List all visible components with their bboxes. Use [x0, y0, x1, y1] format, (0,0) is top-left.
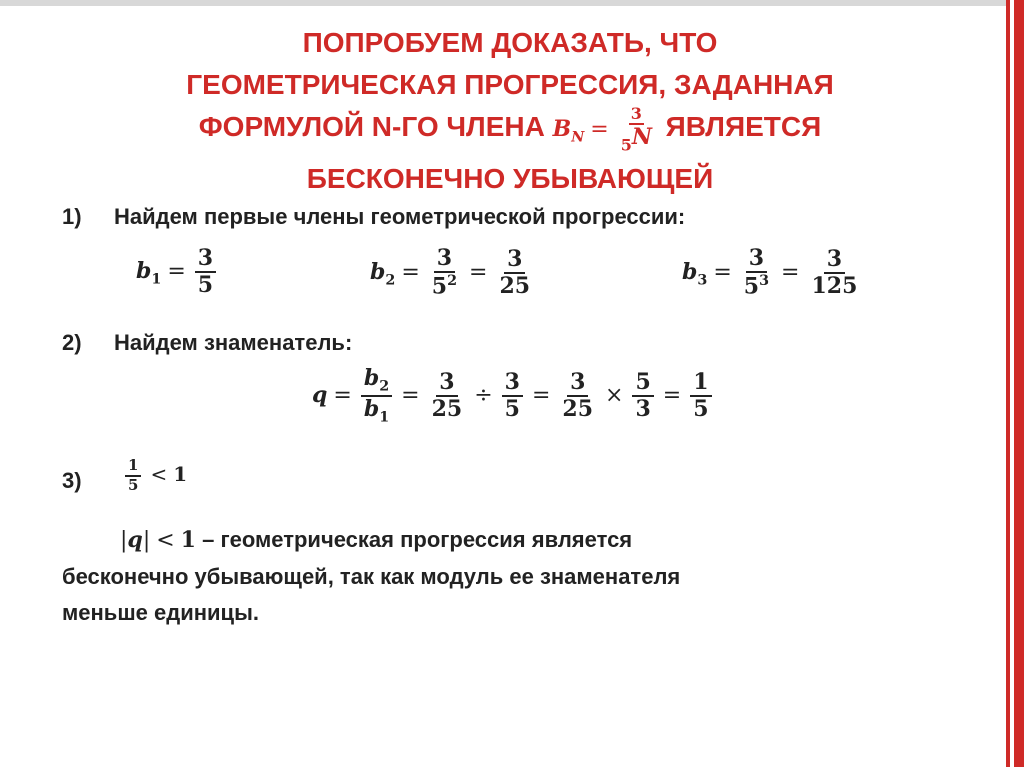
q-f3-num: 3 [502, 371, 523, 397]
q-f1-num-sub: 2 [379, 378, 390, 395]
q-times: × [605, 383, 624, 409]
q-f1-den [361, 397, 392, 425]
title-line-3 [40, 106, 980, 158]
conclusion-text-3: меньше единицы. [62, 600, 259, 625]
red-side-bar [1006, 0, 1024, 767]
formula-inequality [122, 458, 187, 494]
slide-title [40, 22, 980, 200]
b2-equals: = [401, 259, 420, 285]
b3-fraction-2 [808, 245, 860, 299]
step-1-text: Найдем первые члены геометрической прогрессии: [114, 204, 686, 229]
b3-den-1 [741, 273, 772, 298]
q-fraction-4 [559, 371, 596, 421]
b3-num-2: 3 [824, 248, 845, 274]
q-fraction-b2-b1 [361, 367, 392, 426]
title-line-3-suffix: ЯВЛЯЕТСЯ [665, 111, 822, 142]
b2-sub: 2 [385, 271, 396, 288]
title-line-1: ПОПРОБУЕМ ДОКАЗАТЬ, ЧТО [302, 27, 718, 58]
conclusion-one: 1 [180, 527, 196, 553]
b3-sub: 3 [697, 271, 708, 288]
b3-num-1: 3 [746, 247, 767, 273]
b3-fraction-1 [741, 247, 772, 299]
abs-q: q [127, 527, 143, 553]
formula-equals: = [590, 117, 609, 142]
q-f5-den: 3 [635, 396, 651, 423]
q-f4-den: 25 [562, 396, 594, 423]
b3-equals-2: = [781, 259, 800, 285]
title-line-4: БЕСКОНЕЧНО УБЫВАЮЩЕЙ [306, 163, 714, 195]
q-f5-num: 5 [632, 371, 653, 397]
q-equals-4: = [662, 383, 682, 409]
q-f1-num [361, 367, 392, 397]
inequality-rhs: 1 [173, 462, 188, 487]
conclusion-paragraph [62, 522, 942, 631]
b1-fraction [195, 247, 216, 297]
abs-open: | [120, 528, 128, 553]
formula-den-exp: N [631, 123, 652, 150]
title-line-3-text: ФОРМУЛОЙ N-ГО ЧЛЕНА [198, 111, 545, 142]
inequality-less-than: < [150, 462, 168, 487]
formula-numerator: 3 [630, 104, 642, 124]
b2-fraction-2 [496, 245, 533, 299]
b2-den-1 [429, 273, 460, 298]
inequality-num: 1 [125, 458, 141, 477]
q-f2-num: 3 [436, 371, 457, 397]
q-fraction-2 [429, 371, 466, 421]
step-1-number: 1) [62, 204, 82, 229]
formula-var-b: B [552, 116, 572, 142]
formula-fraction [618, 106, 655, 154]
formula-b3 [682, 247, 863, 299]
formula-q [312, 367, 715, 426]
abs-close: | [142, 528, 151, 553]
b1-sub: 1 [151, 271, 162, 288]
inequality-fraction [125, 458, 141, 494]
b1-den: 5 [197, 272, 214, 299]
side-bar-stripe [1010, 0, 1014, 767]
b3-equals: = [713, 259, 732, 285]
b3-den-1-base: 5 [743, 273, 760, 300]
q-f6-den: 5 [693, 396, 709, 423]
q-fraction-3 [502, 371, 523, 421]
step-3-heading [62, 468, 114, 494]
b3-var: b [682, 258, 698, 285]
step-1-heading [62, 204, 685, 230]
b1-num: 3 [195, 247, 216, 273]
q-f1-den-var: b [363, 396, 380, 423]
q-f6-num: 1 [690, 371, 711, 397]
conclusion-text-1: – геометрическая прогрессия является [195, 527, 633, 552]
b2-fraction-1 [429, 247, 460, 299]
b1-var: b [136, 257, 152, 284]
q-f4-num: 3 [567, 371, 588, 397]
q-var: q [312, 382, 328, 409]
q-equals-3: = [531, 383, 551, 409]
step-2-number: 2) [62, 330, 82, 355]
q-fraction-5 [632, 371, 653, 421]
q-equals-1: = [333, 383, 352, 409]
formula-den-base: 5 [620, 135, 632, 155]
conclusion-text-2: бесконечно убывающей, так как модуль ее знаменателя [62, 564, 681, 589]
q-f1-num-var: b [363, 365, 380, 391]
b2-equals-2: = [469, 259, 488, 285]
q-f1-den-sub: 1 [379, 409, 390, 426]
q-f3-den: 5 [504, 396, 520, 423]
inequality-den: 5 [128, 475, 139, 494]
b2-den-1-base: 5 [431, 273, 448, 300]
q-divide: ÷ [474, 383, 493, 409]
b2-num-1: 3 [434, 247, 455, 273]
formula-sub-n: N [571, 129, 585, 146]
title-line-2: ГЕОМЕТРИЧЕСКАЯ ПРОГРЕССИЯ, ЗАДАННАЯ [186, 69, 834, 100]
q-fraction-6 [690, 371, 711, 421]
conclusion-less-than: < [156, 528, 175, 553]
b1-equals: = [167, 258, 186, 284]
q-equals-2: = [401, 383, 420, 409]
title-formula [552, 104, 666, 155]
b2-den-1-exp: 2 [447, 273, 458, 290]
q-f2-den: 25 [431, 396, 463, 423]
formula-b2 [370, 247, 536, 299]
formula-denominator [618, 125, 655, 154]
b2-den-2: 25 [499, 272, 531, 299]
step-3-number: 3) [62, 468, 82, 493]
formula-b1 [136, 247, 219, 297]
b2-var: b [370, 258, 386, 285]
step-2-heading [62, 330, 352, 356]
b2-num-2: 3 [504, 248, 525, 274]
top-border [0, 0, 1006, 6]
b3-den-1-exp: 3 [759, 273, 770, 290]
b3-den-2: 125 [811, 272, 858, 299]
step-2-text: Найдем знаменатель: [114, 330, 353, 355]
